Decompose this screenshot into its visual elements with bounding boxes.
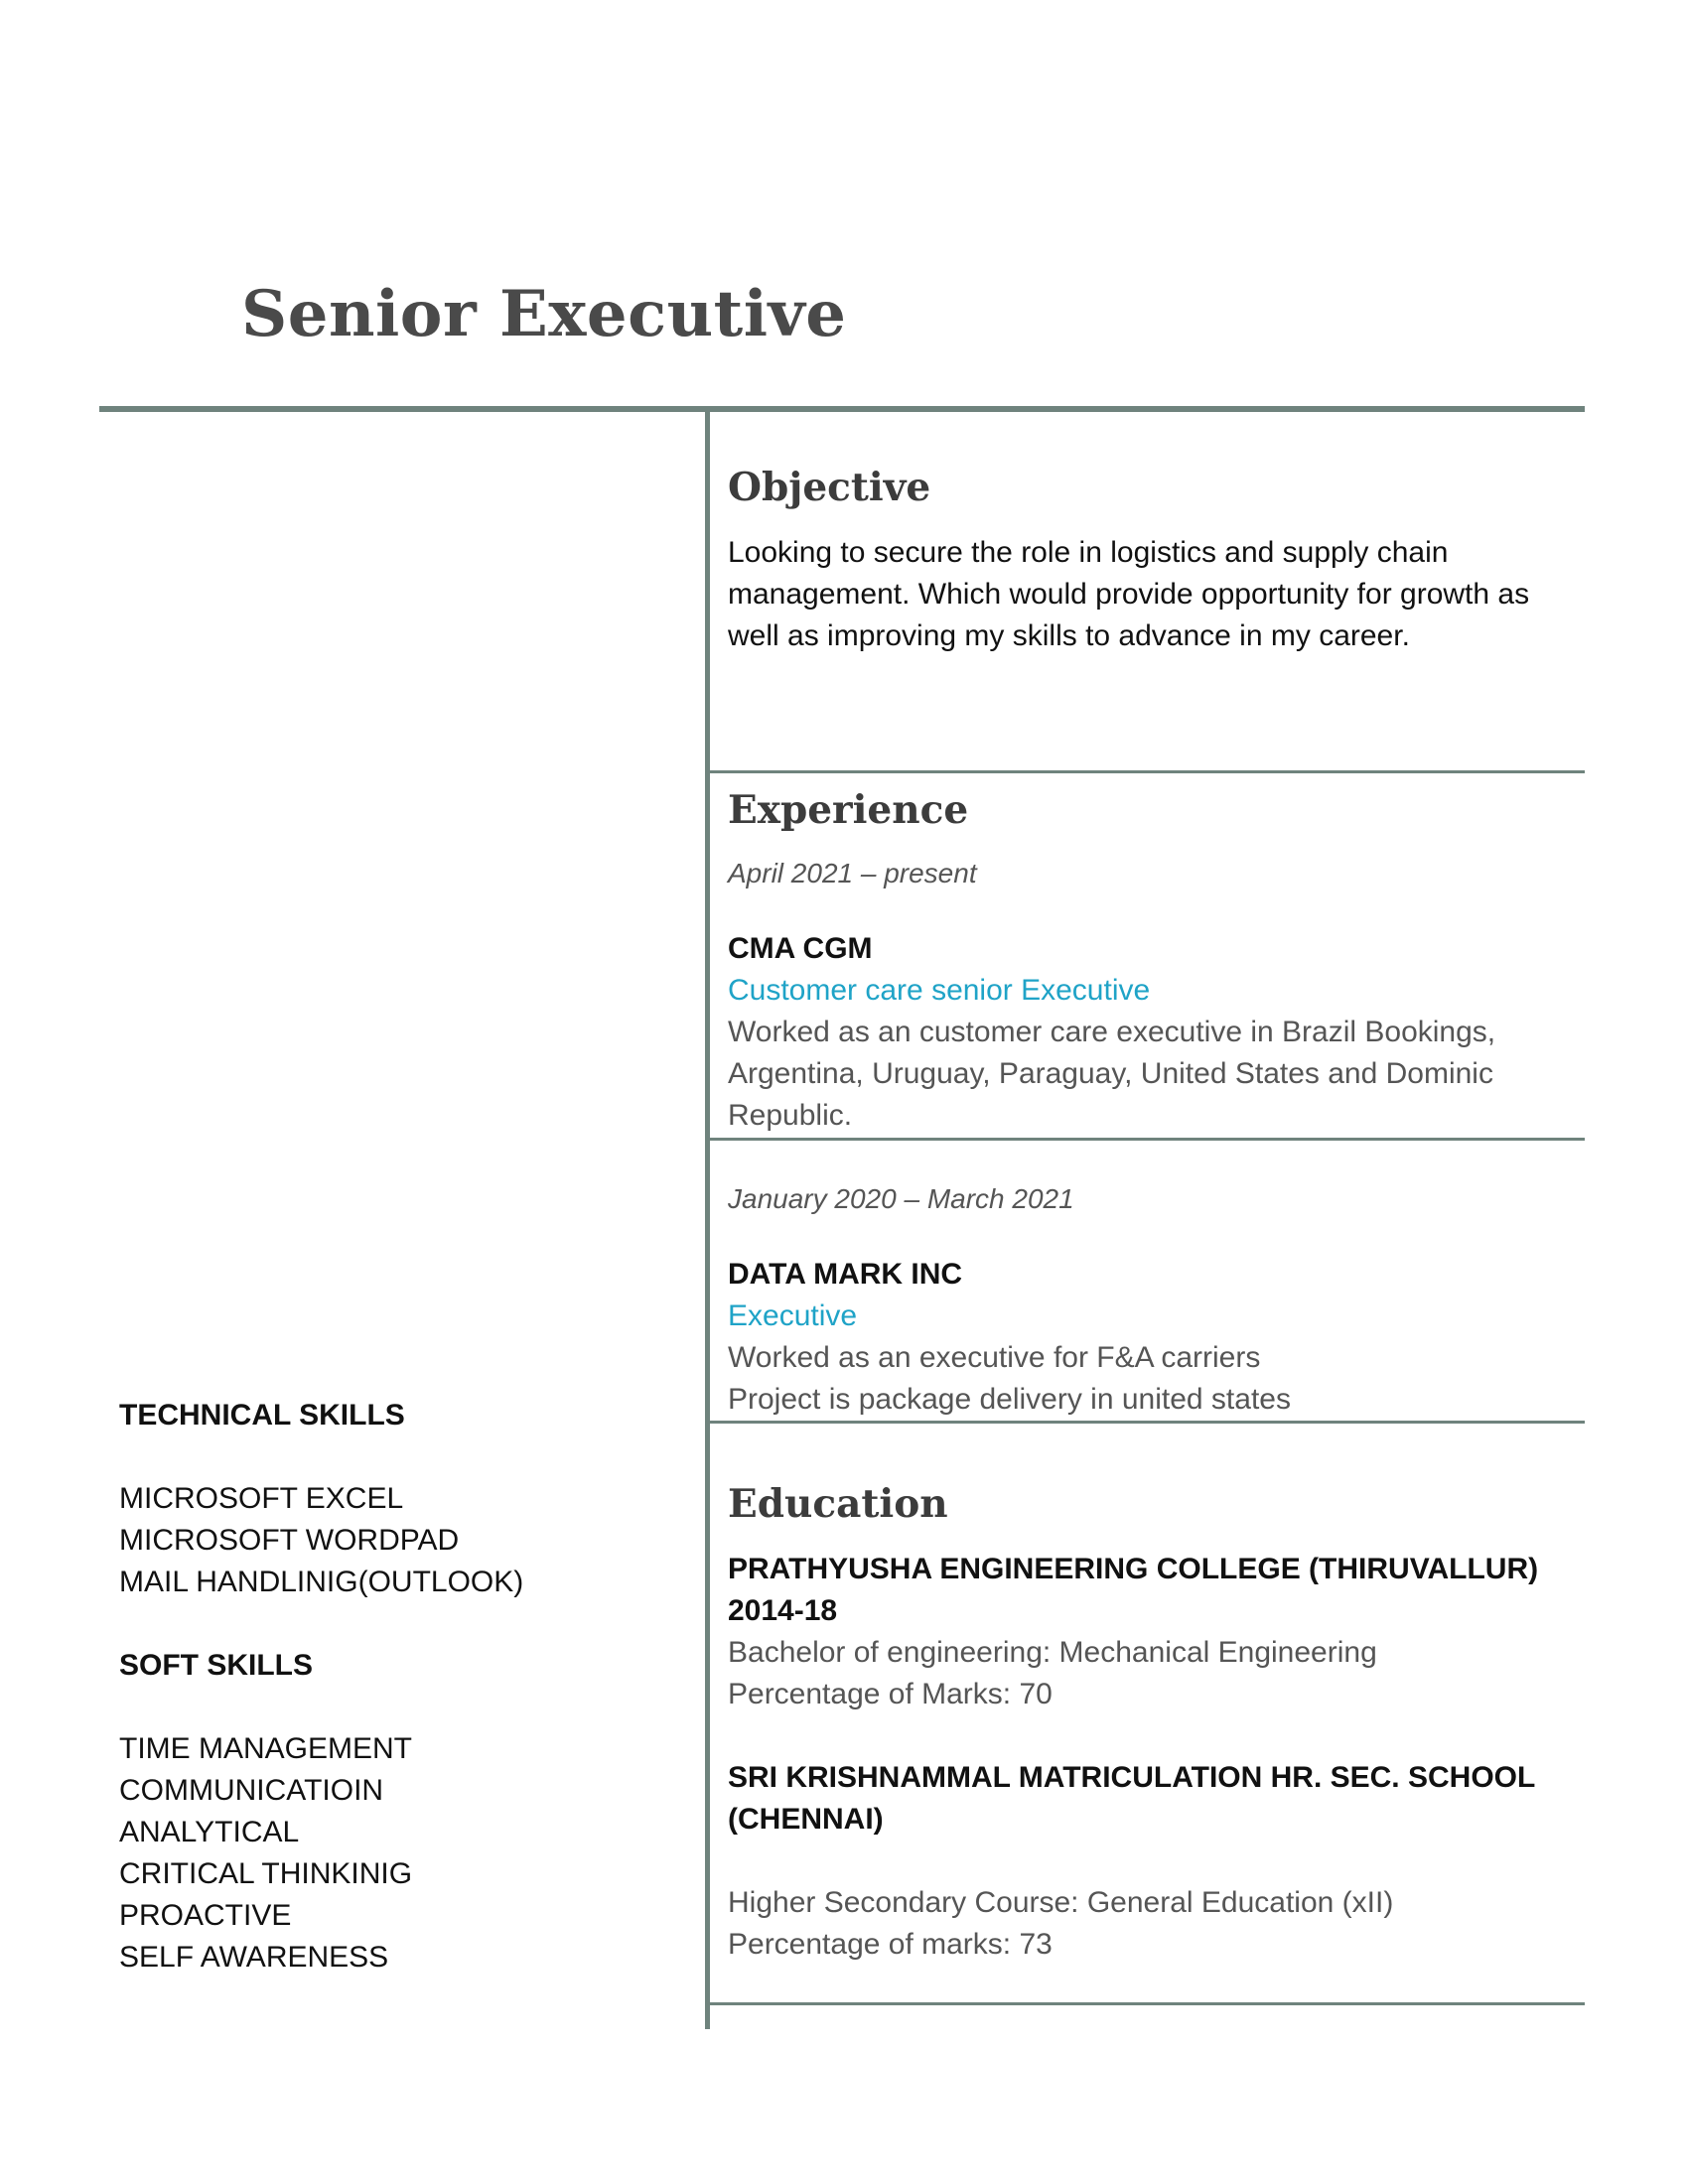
school-years: 2014-18	[728, 1594, 838, 1627]
objective-divider	[710, 770, 1585, 773]
job-description	[728, 1337, 1572, 1421]
objective-line: well as improving my skills to advance in my career.	[728, 619, 1410, 652]
job-description-line: Worked as an customer care executive in Brazil Bookings,	[728, 1016, 1496, 1048]
skills-column	[119, 1395, 675, 1979]
school-degree: Higher Secondary Course: General Education (xII)	[728, 1886, 1394, 1919]
technical-skills-heading: TECHNICAL SKILLS	[119, 1399, 405, 1432]
objective-text	[728, 532, 1572, 657]
school-marks: Percentage of marks: 73	[728, 1928, 1053, 1961]
job-dates: April 2021 – present	[728, 858, 977, 888]
page-title: Senior Executive	[241, 277, 847, 351]
soft-skill-item: COMMUNICATIOIN	[119, 1774, 384, 1807]
objective-heading: Objective	[728, 465, 931, 510]
soft-skills-heading: SOFT SKILLS	[119, 1649, 313, 1682]
job-role: Customer care senior Executive	[728, 974, 1151, 1007]
school-degree: Bachelor of engineering: Mechanical Engineering	[728, 1636, 1377, 1669]
soft-skill-item: SELF AWARENESS	[119, 1941, 389, 1974]
job-description-line: Worked as an executive for F&A carriers	[728, 1341, 1261, 1374]
school-details	[728, 1632, 1572, 1715]
job-company: DATA MARK INC	[728, 1258, 963, 1291]
soft-skill-item: TIME MANAGEMENT	[119, 1732, 413, 1765]
job-divider	[710, 1138, 1585, 1141]
school-name	[728, 1549, 1592, 1632]
job-role: Executive	[728, 1299, 858, 1332]
job-description	[728, 1012, 1572, 1137]
soft-skill-item: PROACTIVE	[119, 1899, 292, 1932]
soft-skill-item: ANALYTICAL	[119, 1816, 300, 1848]
school-name-line: PRATHYUSHA ENGINEERING COLLEGE (THIRUVALLUR)	[728, 1553, 1539, 1585]
job-description-line: Project is package delivery in united states	[728, 1383, 1291, 1416]
column-divider	[705, 409, 710, 2029]
job-company: CMA CGM	[728, 932, 873, 965]
school-marks: Percentage of Marks: 70	[728, 1678, 1053, 1710]
technical-skill-item: MAIL HANDLINIG(OUTLOOK)	[119, 1566, 524, 1598]
job-description-line: Argentina, Uruguay, Paraguay, United States and Dominic	[728, 1057, 1493, 1090]
technical-skill-item: MICROSOFT WORDPAD	[119, 1524, 460, 1557]
objective-line: management. Which would provide opportunity for growth as	[728, 578, 1530, 611]
education-divider	[710, 2002, 1585, 2005]
job-description-line: Republic.	[728, 1099, 853, 1132]
school-details	[728, 1882, 1572, 1966]
soft-skill-item: CRITICAL THINKINIG	[119, 1857, 413, 1890]
experience-divider	[710, 1421, 1585, 1424]
education-heading: Education	[728, 1481, 948, 1527]
school-name	[728, 1757, 1592, 1841]
school-name-line: (CHENNAI)	[728, 1803, 884, 1836]
school-name-line: SRI KRISHNAMMAL MATRICULATION HR. SEC. SCHOOL	[728, 1761, 1536, 1794]
objective-line: Looking to secure the role in logistics and supply chain	[728, 536, 1449, 569]
job-dates: January 2020 – March 2021	[728, 1183, 1074, 1214]
header-divider	[99, 406, 1585, 412]
experience-heading: Experience	[728, 787, 969, 833]
technical-skill-item: MICROSOFT EXCEL	[119, 1482, 404, 1515]
